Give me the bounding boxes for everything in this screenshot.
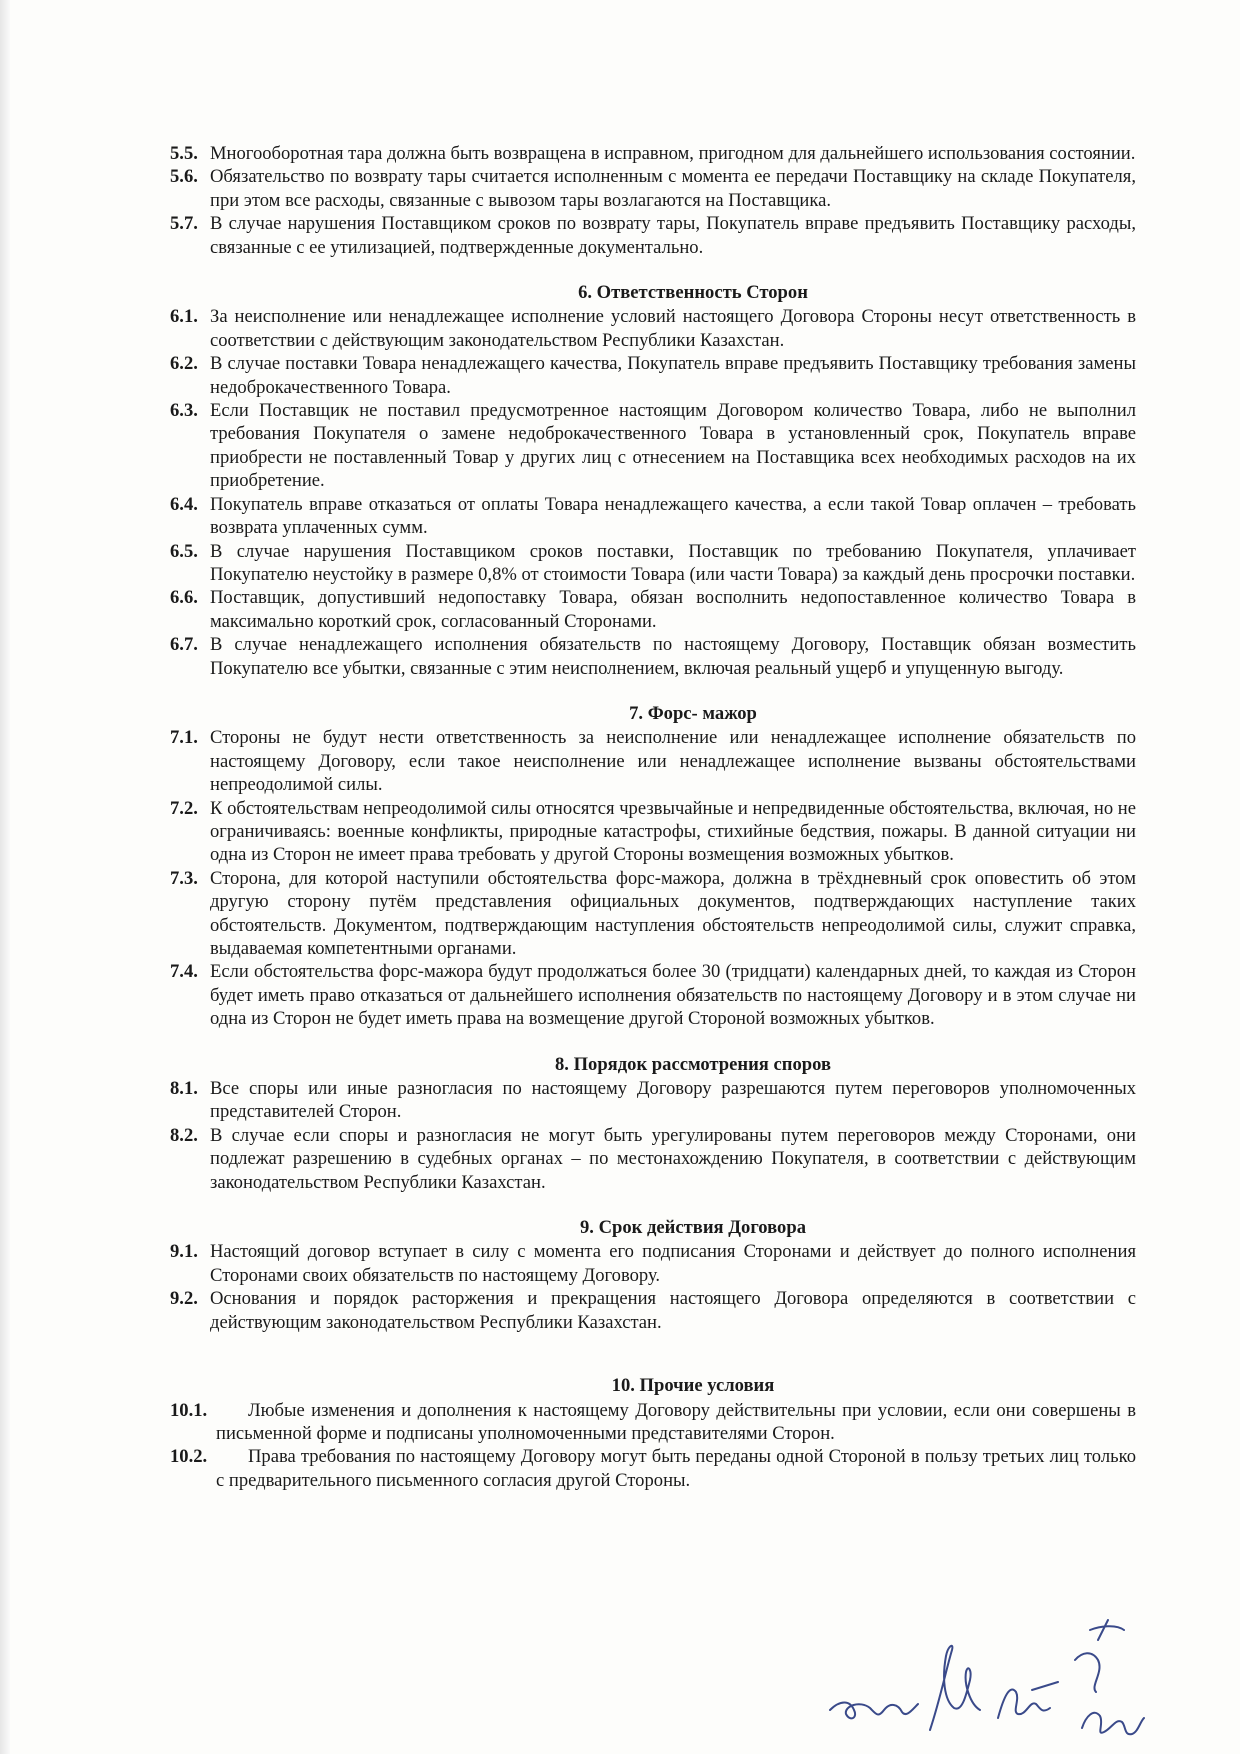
signature-3 [998, 1682, 1058, 1718]
document-body [170, 142, 1136, 1492]
clause: 8.2. В случае если споры и разногласия не могут быть урегулированы путем переговоров между Сторонами, они подлежат разрешению в судебных органах – по местонахождению Покупателя, в соответствии с действующим законодательством Республики Казахстан. [170, 1124, 1136, 1193]
section-5 [170, 142, 1136, 259]
clause: 7.4. Если обстоятельства форс-мажора будут продолжаться более 30 (тридцати) календарных дней, то каждая из Сторон будет иметь право отказаться от дальнейшего исполнения обязательств по настоящему Договору и в этом случае ни одна из Сторон не будет иметь права на возмещение другой Стороной возможных убытков. [170, 961, 1136, 1030]
clause: 6.3. Если Поставщик не поставил предусмотренное настоящим Договором количество Товара, либо не выполнил требования Покупателя о замене недоброкачественного Товара в установленный срок, Покупатель вправе приобрести не поставленный Товар у других лиц с отнесением на Поставщика всех необходимых расходов на их приобретение. [170, 400, 1136, 492]
clause: 6.4. Покупатель вправе отказаться от оплаты Товара ненадлежащего качества, а если такой Товар оплачен – требовать возврата уплаченных сумм. [170, 493, 1136, 539]
clause: 7.3. Сторона, для которой наступили обстоятельства форс-мажора, должна в трёхдневный срок оповестить об этом другую сторону путём представления официальных документов, подтверждающих наступление таких обстоятельств. Документом, подтверждающим наступления обстоятельств непреодолимой силы, служит справка, выдаваемая компетентными органами. [170, 867, 1136, 959]
clause: 6.5. В случае нарушения Поставщиком сроков поставки, Поставщик по требованию Покупателя, уплачивает Покупателю неустойку в размере 0,8% от стоимости Товара (или части Товара) за каждый день просрочки поставки. [170, 540, 1136, 585]
section-title: 10. Прочие условия [611, 1375, 775, 1397]
section-title: 6. Ответственность Сторон [578, 282, 808, 304]
clause: 5.7. В случае нарушения Поставщиком сроков по возврату тары, Покупатель вправе предъявить Поставщику расходы, связанные с ее утилизацией, подтвержденные документально. [170, 213, 1136, 258]
section-title: 7. Форс- мажор [629, 702, 757, 724]
section-6 [170, 281, 1136, 680]
section-10 [170, 1374, 1136, 1492]
signature-2 [930, 1646, 980, 1730]
clause: 9.2. Основания и порядок расторжения и прекращения настоящего Договора определяются в соответствии с действующим законодательством Республики Казахстан. [170, 1288, 1136, 1333]
section-7 [170, 702, 1136, 1031]
handwritten-signatures [820, 1600, 1150, 1750]
clause: 10.2. Права требования по настоящему Договору могут быть переданы одной Стороной в пользу третьих лиц только с предварительного письменного согласия другой Стороны. [170, 1446, 1136, 1491]
clause: 6.6. Поставщик, допустивший недопоставку Товара, обязан восполнить недопоставленное количество Товара в максимально короткий срок, согласованный Сторонами. [170, 587, 1136, 632]
signature-4 [1075, 1620, 1144, 1734]
clause: 6.1. За неисполнение или ненадлежащее исполнение условий настоящего Договора Стороны несут ответственность в соответствии с действующим законодательством Республики Казахстан. [170, 306, 1136, 351]
clause: 5.6. Обязательство по возврату тары считается исполненным с момента ее передачи Поставщику на складе Покупателя, при этом все расходы, связанные с вывозом тары возлагаются на Поставщика. [170, 166, 1136, 211]
clause: 6.7. В случае ненадлежащего исполнения обязательств по настоящему Договору, Поставщик обязан возместить Покупателю все убытки, связанные с этим неисполнением, включая реальный ущерб и упущенную выгоду. [170, 634, 1136, 679]
clause: 8.1. Все споры или иные разногласия по настоящему Договору разрешаются путем переговоров уполномоченных представителей Сторон. [170, 1078, 1136, 1123]
section-8 [170, 1053, 1136, 1194]
signature-1 [830, 1703, 918, 1719]
clause: 5.5. Многооборотная тара должна быть возвращена в исправном, пригодном для дальнейшего использования состоянии. [170, 143, 1136, 164]
clause: 7.1. Стороны не будут нести ответственность за неисполнение или ненадлежащее исполнение обязательств по настоящему Договору, если такое неисполнение или ненадлежащее исполнение вызваны обстоятельствами непреодолимой силы. [170, 727, 1136, 796]
clause: 10.1. Любые изменения и дополнения к настоящему Договору действительны при условии, если они совершены в письменной форме и подписаны уполномоченными представителями Сторон. [170, 1399, 1136, 1444]
section-9 [170, 1216, 1136, 1334]
clause: 6.2. В случае поставки Товара ненадлежащего качества, Покупатель вправе предъявить Поставщику требования замены недоброкачественного Товара. [170, 353, 1136, 398]
clause: 9.1. Настоящий договор вступает в силу с момента его подписания Сторонами и действует до полного исполнения Сторонами своих обязательств по настоящему Договору. [170, 1241, 1136, 1286]
scan-edge [0, 0, 10, 1754]
clause: 7.2. К обстоятельствам непреодолимой силы относятся чрезвычайные и непредвиденные обстоятельства, включая, но не ограничиваясь: военные конфликты, природные катастрофы, стихийные бедствия, пожары. В данной ситуации ни одна из Сторон не имеет права требовать у другой Стороны возмещения возможных убытков. [170, 797, 1136, 866]
section-title: 9. Срок действия Договора [580, 1217, 806, 1239]
section-title: 8. Порядок рассмотрения споров [554, 1053, 831, 1075]
